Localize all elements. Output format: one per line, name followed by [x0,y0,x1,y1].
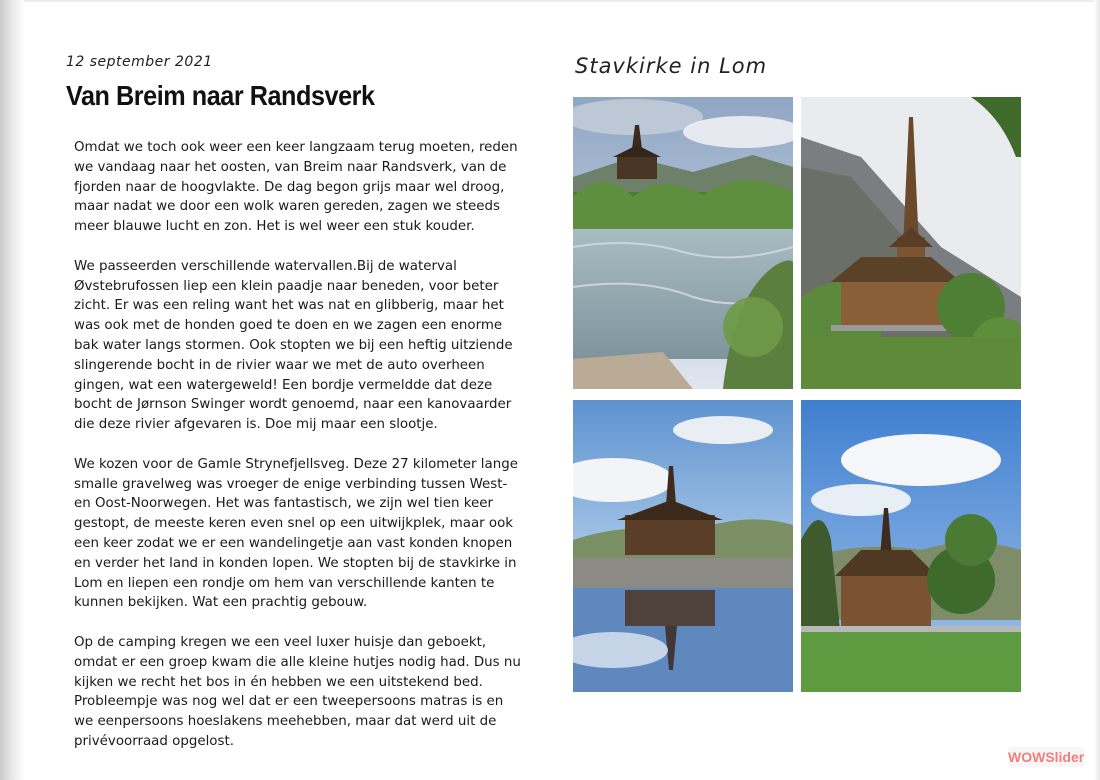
paragraph: Omdat we toch ook weer een keer langzaam terug moeten, reden we vandaag naar het oosten, van Breim naar Randsverk, van de fjorden naar de hoogvlakte. De dag begon grijs maar wel droog, maar nadat we door een wolk waren gereden, zagen we steeds meer blauwe lucht en zon. Het is wel weer een stuk kouder. [74,140,518,235]
paragraph: We passeerden verschillende watervallen.Bij de waterval Øvstebrufossen liep een klein paadje naar beneden, voor beter zicht. Er was een reling want het was nat en glibberig, maar het was ook met de honden goed te doen en we zagen een enorme bak water langs stormen. Ook stopten we bij een heftig uitziende slingerende bocht in de rivier waar we met de auto overheen gingen, wat een watergeweld! Een bordje vermeldde dat deze bocht de Jørnson Swinger wordt genoemd, naar een kanovaarder die deze rivier afgevaren is. Doe mij maar een slootje. [74,258,513,433]
gallery-title: Stavkirke in Lom [575,54,768,78]
page-right-edge [1094,0,1100,780]
page-title: Van Breim naar Randsverk [66,80,375,111]
entry-date: 12 september 2021 [66,54,213,70]
photo-church-reflection[interactable] [573,400,793,692]
photo-church-river[interactable] [573,97,793,389]
paragraph: Op de camping kregen we een veel luxer huisje dan geboekt, omdat er een groep kwam die alle kleine hutjes nodig had. Dus nu kijken we recht het bos in én hebben we een uitstekend bed. Probleempje was nog wel dat er een tweepersoons matras is en we eenpersoons hoeslakens meehebben, maar dat werd uit de privévoorraad opgelost. [74,634,521,749]
paragraph: We kozen voor de Gamle Strynefjellsveg. Deze 27 kilometer lange smalle gravelweg was vroeger de enige verbinding tussen West- en Oost-Noorwegen. Het was fantastisch, we zijn wel tien keer gestopt, de meeste keren even snel op een uitwijkplek, maar ook een keer zodat we er een wandelingetje aan vast konden knopen en verder het land in konden lopen. We stopten bij de stavkirke in Lom en liepen een rondje om hem van verschillende kanten te kunnen bekijken. Wat een prachtig gebouw. [74,456,518,611]
photo-church-sky[interactable] [801,400,1021,692]
story-text [74,138,524,772]
book-spine-shadow [0,0,24,780]
photo-church-mountain[interactable] [801,97,1021,389]
page-top-edge [0,0,1100,2]
watermark-badge[interactable]: WOWSlider [1008,749,1085,765]
